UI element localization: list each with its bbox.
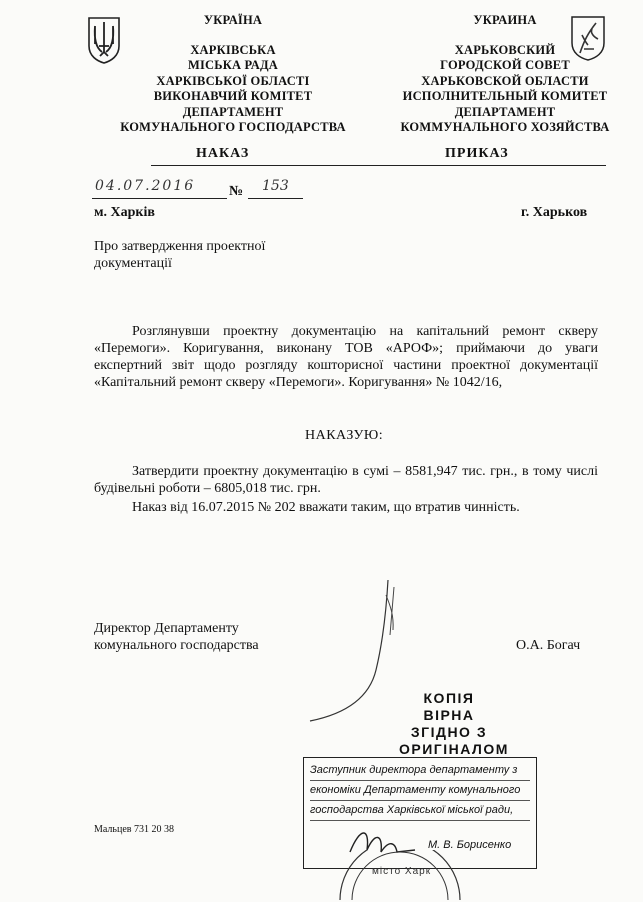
right-header-country: УКРАИНА xyxy=(473,13,537,27)
seal-text: місто Харк xyxy=(372,866,432,877)
order-item-1: Затвердити проектну документацію в сумі – 8581,947 тис. грн., в тому числі будівельні роботи – 6805,018 тис. грн. xyxy=(94,464,598,496)
right-header-line: ХАРЬКОВСКОЙ ОБЛАСТИ xyxy=(421,73,589,88)
left-header-line: ДЕПАРТАМЕНТ xyxy=(182,104,284,119)
right-header-line: КОММУНАЛЬНОГО ХОЗЯЙСТВА xyxy=(400,120,610,134)
executor-note: Мальцев 731 20 38 xyxy=(94,824,174,835)
left-header-line: ВИКОНАВЧИЙ КОМІТЕТ xyxy=(153,89,313,103)
city-ru: г. Харьков xyxy=(521,205,588,220)
body-paragraph: Розглянувши проектну документацію на капітальний ремонт скверу «Перемоги». Коригування, виконану ТОВ «АРОФ»; приймаючи до уваги експертний звіт щодо розгляду кошторисної частини проектної документації «Капітальний ремонт скверу «Перемоги». Коригування» № 1042/16, xyxy=(94,324,598,390)
copy-stamp-line: ОРИГІНАЛОМ xyxy=(399,741,509,757)
left-header xyxy=(92,13,374,136)
director-signature xyxy=(290,575,410,725)
right-header-line: ИСПОЛНИТЕЛЬНЫЙ КОМИТЕТ xyxy=(402,89,608,103)
left-header-line: ХАРКІВСЬКОЇ ОБЛАСТІ xyxy=(156,73,310,88)
subject-line: Про затвердження проектної xyxy=(94,239,266,254)
certification-line: господарства Харківської міської ради, xyxy=(310,801,530,821)
order-date: 04.07.2016 xyxy=(95,178,196,194)
certification-line: економіки Департаменту комунального xyxy=(310,781,530,801)
right-header-line: ДЕПАРТАМЕНТ xyxy=(454,104,556,119)
signature-position-line2: комунального господарства xyxy=(94,638,259,653)
copy-stamp-line: ЗГІДНО З xyxy=(410,724,488,740)
signature-name: О.А. Богач xyxy=(516,638,581,653)
certification-name: М. В. Борисенко xyxy=(428,839,512,851)
right-header-line: ХАРЬКОВСКИЙ xyxy=(454,42,556,57)
doc-type-ru: ПРИКАЗ xyxy=(445,146,509,161)
right-header-line: ГОРОДСКОЙ СОВЕТ xyxy=(440,58,570,72)
left-header-line: КОМУНАЛЬНОГО ГОСПОДАРСТВА xyxy=(120,120,346,134)
subject-line: документації xyxy=(94,256,172,271)
left-header-line: ХАРКІВСЬКА xyxy=(190,42,276,57)
doc-type-uk: НАКАЗ xyxy=(196,146,250,161)
date-underline xyxy=(92,198,227,199)
city-uk: м. Харків xyxy=(94,205,155,220)
order-item-2: Наказ від 16.07.2015 № 202 вважати таким, що втратив чинність. xyxy=(132,500,520,515)
certification-line: Заступник директора департаменту з xyxy=(310,761,530,781)
number-underline xyxy=(248,198,303,199)
left-header-line: МІСЬКА РАДА xyxy=(187,58,279,72)
signature-position-line1: Директор Департаменту xyxy=(94,621,239,636)
order-word: НАКАЗУЮ: xyxy=(305,428,384,443)
number-label: № xyxy=(229,184,244,199)
header-divider xyxy=(151,165,606,166)
copy-stamp-line: КОПІЯ ВІРНА xyxy=(423,690,475,723)
order-number: 153 xyxy=(262,178,289,194)
copy-stamp xyxy=(399,690,509,758)
certification-text xyxy=(304,758,536,824)
right-header xyxy=(370,13,640,136)
left-header-country: УКРАЇНА xyxy=(203,13,263,27)
